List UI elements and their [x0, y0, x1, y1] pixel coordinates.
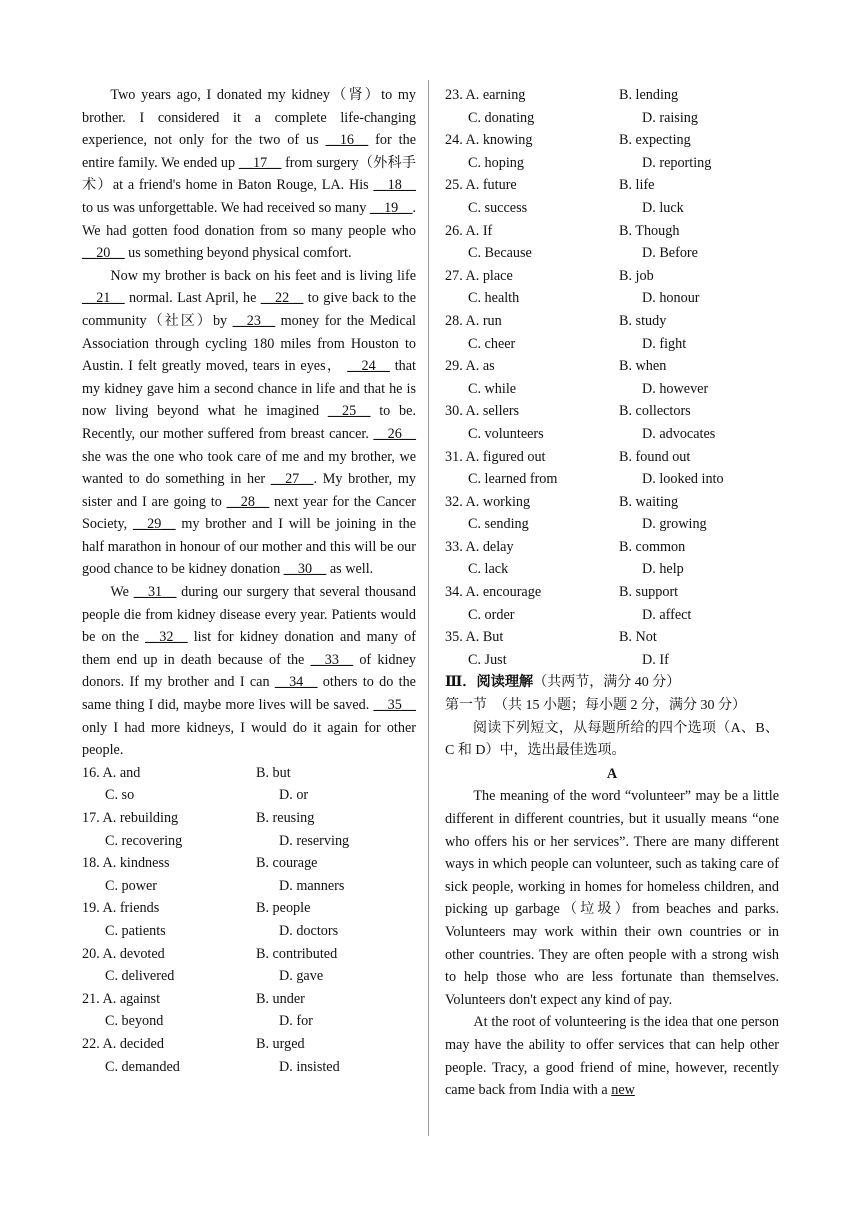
option-row [445, 197, 779, 220]
option-choice: C. volunteers [468, 425, 544, 442]
option-row [445, 378, 779, 401]
reading-paragraph-2-text: At the root of volunteering is the idea that one person may have the ability to offer services that can help other people. Tracy, a good friend of mine, however, recently came back from India with a [445, 1014, 779, 1099]
option-choice: D. fight [642, 335, 687, 352]
option-choice: D. however [642, 380, 709, 397]
option-choice: C. health [468, 290, 520, 307]
option-row [82, 1033, 416, 1056]
option-row [445, 107, 779, 130]
option-row [82, 784, 416, 807]
option-choice: D. manners [279, 877, 345, 894]
option-choice: B. waiting [619, 493, 679, 510]
option-choice: D. honour [642, 290, 700, 307]
cloze-blank: __19__ [369, 199, 413, 216]
option-choice: D. advocates [642, 425, 716, 442]
cloze-text: . We had gotten food donation from so many people who [82, 199, 416, 239]
option-choice: 27. A. place [445, 267, 513, 284]
option-choice: B. under [256, 990, 305, 1007]
cloze-text: to be. Recently, our mother suffered from breast cancer. [82, 403, 416, 442]
option-row [82, 875, 416, 898]
section-note: （共两节，满分 40 分） [533, 675, 681, 691]
cloze-blank: __29__ [132, 516, 176, 533]
cloze-text: for the entire family. We ended up [82, 132, 416, 171]
cloze-blank: __17__ [238, 154, 282, 171]
option-choice: B. job [619, 267, 654, 284]
option-choice: 34. A. encourage [445, 584, 542, 601]
cloze-text: my brother and I will be joining in the half marathon in honour of our mother and this will be our good chance to be kidney donation [82, 516, 417, 578]
option-row [445, 626, 779, 649]
option-choice: B. lending [619, 87, 679, 103]
option-choice: C. cheer [468, 335, 516, 352]
cloze-text: list for kidney donation and many of them end up in death because of the [82, 629, 416, 668]
cloze-text: that my kidney gave him a second chance in life and that he is now living beyond what he imagined [82, 358, 416, 420]
option-choice: D. luck [642, 199, 684, 216]
cloze-text: others to do the same thing I did, maybe more lives will be saved. [82, 674, 416, 714]
option-choice: C. recovering [105, 832, 183, 849]
option-row [445, 84, 779, 107]
option-choice: B. common [619, 538, 686, 555]
cloze-blank: __30__ [283, 561, 327, 578]
option-row [445, 536, 779, 559]
option-choice: 21. A. against [82, 990, 161, 1007]
option-choice: C. sending [468, 516, 529, 533]
option-choice: D. gave [279, 968, 324, 985]
option-choice: B. contributed [256, 945, 338, 962]
option-choice: D. reporting [642, 154, 712, 171]
option-row [82, 965, 416, 988]
cloze-text: . My brother, my sister and I are going to [82, 471, 416, 510]
cloze-paragraph-1 [82, 84, 416, 265]
option-choice: B. support [619, 584, 679, 601]
cloze-text: during our surgery that several thousand people die from kidney disease every year. Patients would be on the [82, 584, 417, 646]
option-row [445, 423, 779, 446]
option-choice: C. learned from [468, 471, 558, 488]
option-choice: D. help [642, 561, 684, 578]
cloze-text: to us was unforgettable. We had received so many [82, 199, 370, 216]
option-choice: D. looked into [642, 471, 724, 488]
option-row [82, 807, 416, 830]
option-choice: 32. A. working [445, 493, 531, 510]
option-row [445, 129, 779, 152]
option-row [445, 152, 779, 175]
option-row [445, 400, 779, 423]
cloze-blank: __26__ [373, 425, 416, 442]
cloze-text: from surgery（外科手术）at a friend's home in Baton Rouge, LA. His [82, 154, 417, 194]
option-row [445, 220, 779, 243]
option-choice: D. Before [642, 245, 698, 262]
option-choice: 25. A. future [445, 177, 517, 194]
option-choice: 33. A. delay [445, 538, 514, 555]
option-choice: C. Just [468, 651, 507, 668]
option-row [445, 287, 779, 310]
option-choice: C. hoping [468, 154, 524, 171]
option-choice: C. Because [468, 245, 532, 262]
option-choice: B. collectors [619, 403, 691, 420]
option-row [82, 897, 416, 920]
cloze-text: she was the one who took care of me and my brother, we wanted to do something in her [82, 448, 416, 488]
cloze-blank: __28__ [226, 493, 270, 510]
cloze-text: us something beyond physical comfort. [124, 245, 352, 262]
cloze-paragraph-2 [82, 265, 416, 581]
option-row [445, 468, 779, 491]
option-choice: C. patients [105, 922, 166, 939]
option-row [445, 333, 779, 356]
option-choice: D. reserving [279, 832, 350, 849]
option-choice: 24. A. knowing [445, 132, 533, 149]
option-choice: D. insisted [279, 1058, 340, 1075]
option-choice: C. power [105, 877, 158, 894]
left-column [82, 84, 416, 1078]
option-row [445, 491, 779, 514]
option-choice: D. If [642, 651, 669, 668]
option-choice: 22. A. decided [82, 1035, 164, 1052]
option-choice: 35. A. But [445, 629, 504, 646]
option-choice: C. order [468, 606, 515, 623]
options-list-left [82, 762, 416, 1078]
option-row [445, 604, 779, 627]
option-row [445, 265, 779, 288]
option-row [82, 920, 416, 943]
cloze-blank: __34__ [274, 674, 318, 691]
option-choice: B. when [619, 358, 667, 375]
option-choice: B. courage [256, 855, 318, 872]
reading-paragraph-2 [445, 1011, 779, 1101]
option-choice: C. delivered [105, 968, 175, 985]
option-choice: 18. A. kindness [82, 855, 170, 872]
cloze-blank: __22__ [260, 290, 304, 307]
cloze-text: Now my brother is back on his feet and is living life [110, 267, 416, 284]
option-choice: B. study [619, 312, 667, 329]
option-choice: D. for [279, 1013, 313, 1030]
option-row [445, 581, 779, 604]
option-choice: C. beyond [105, 1013, 164, 1030]
option-row [82, 988, 416, 1011]
option-choice: D. or [279, 787, 309, 804]
cloze-text: normal. Last April, he [124, 290, 261, 307]
option-choice: B. life [619, 177, 655, 194]
section-heading [445, 671, 779, 695]
cloze-blank: __16__ [325, 132, 369, 149]
cloze-text: as well. [326, 561, 374, 578]
option-choice: D. growing [642, 516, 707, 533]
cloze-blank: __24__ [347, 358, 390, 375]
cloze-blank: __25__ [327, 403, 371, 420]
option-row [82, 1010, 416, 1033]
option-row [445, 174, 779, 197]
option-row [445, 310, 779, 333]
option-choice: B. reusing [256, 810, 315, 826]
option-choice: D. raising [642, 109, 698, 126]
option-choice: B. but [256, 764, 291, 781]
option-row [82, 1056, 416, 1079]
reading-paragraph-1: The meaning of the word “volunteer” may be a little different in different countries, but it usually means “one who offers his or her services”. There are many different ways in which people can volunteer, such as taking care of sick people, working in homes for homeless children, and picking up garbage（垃圾）from beaches and parks. Volunteers may work within their own countries or in other countries. They are often people with a strong wish to help those who are less fortunate than themselves. Volunteers don't expect any kind of pay. [445, 788, 779, 1008]
option-choice: B. people [256, 900, 311, 917]
cloze-text: only I had more kidneys, I would do it again for other people. [82, 719, 416, 759]
option-row [445, 242, 779, 265]
cloze-text: to give back to the community（社区）by [82, 290, 416, 329]
option-row [82, 943, 416, 966]
option-choice: B. expecting [619, 132, 691, 149]
cloze-text: next year for the Cancer Society, [82, 493, 417, 533]
cloze-blank: __31__ [133, 584, 177, 601]
options-list-right [445, 84, 779, 671]
option-choice: C. so [105, 787, 135, 804]
option-choice: 16. A. and [82, 764, 141, 781]
option-choice: C. while [468, 380, 517, 397]
option-row [445, 355, 779, 378]
option-choice: 19. A. friends [82, 900, 160, 917]
cloze-text: We [110, 584, 134, 601]
option-choice: 23. A. earning [445, 87, 526, 103]
cloze-blank: __33__ [310, 651, 354, 668]
cloze-blank: __27__ [270, 471, 314, 488]
option-choice: C. success [468, 199, 528, 216]
column-divider [428, 80, 429, 1136]
cloze-text: money for the Medical Association through cycling 180 miles from Houston to Austin. I felt greatly moved, tears in eyes， [82, 312, 416, 375]
option-row [445, 446, 779, 469]
option-choice: 29. A. as [445, 358, 495, 375]
cloze-blank: __21__ [82, 290, 125, 307]
part-one-heading: 第一节 （共 15 小题；每小题 2 分，满分 30 分） [445, 698, 746, 714]
option-row [82, 762, 416, 785]
cloze-blank: __23__ [232, 312, 276, 329]
cloze-blank: __20__ [82, 245, 125, 262]
option-choice: C. donating [468, 109, 535, 126]
option-choice: B. Not [619, 629, 657, 646]
option-row [445, 649, 779, 672]
reading-instruction: 阅读下列短文，从每题所给的四个选项（A、B、C 和 D）中，选出最佳选项。 [445, 720, 779, 759]
option-row [445, 513, 779, 536]
option-choice: 31. A. figured out [445, 448, 546, 465]
cloze-paragraph-3 [82, 581, 416, 762]
option-row [82, 830, 416, 853]
option-choice: C. lack [468, 561, 509, 578]
cloze-blank: __32__ [145, 629, 188, 646]
option-choice: 20. A. devoted [82, 945, 165, 962]
option-choice: 28. A. run [445, 312, 502, 329]
option-choice: C. demanded [105, 1058, 180, 1075]
option-choice: D. affect [642, 606, 692, 623]
cloze-blank: __18__ [373, 177, 416, 194]
option-row [445, 558, 779, 581]
reading-paragraph-2-underlined-word: new [611, 1082, 635, 1099]
cloze-text: of kidney donors. If my brother and I can [82, 651, 416, 691]
passage-letter: A [606, 765, 618, 782]
option-choice: B. Though [619, 222, 680, 239]
cloze-text: Two years ago, I donated my kidney（肾）to my brother. I considered it a complete life-changing experience, not only for the two of us [82, 87, 416, 149]
option-choice: B. urged [256, 1035, 305, 1052]
option-choice: 17. A. rebuilding [82, 810, 179, 826]
option-choice: D. doctors [279, 922, 339, 939]
option-row [82, 852, 416, 875]
section-title: Ⅲ．阅读理解 [445, 674, 534, 691]
option-choice: 30. A. sellers [445, 403, 520, 420]
right-column [445, 84, 779, 1102]
option-choice: 26. A. If [445, 222, 493, 239]
cloze-blank: __35__ [373, 697, 416, 714]
option-choice: B. found out [619, 448, 691, 465]
